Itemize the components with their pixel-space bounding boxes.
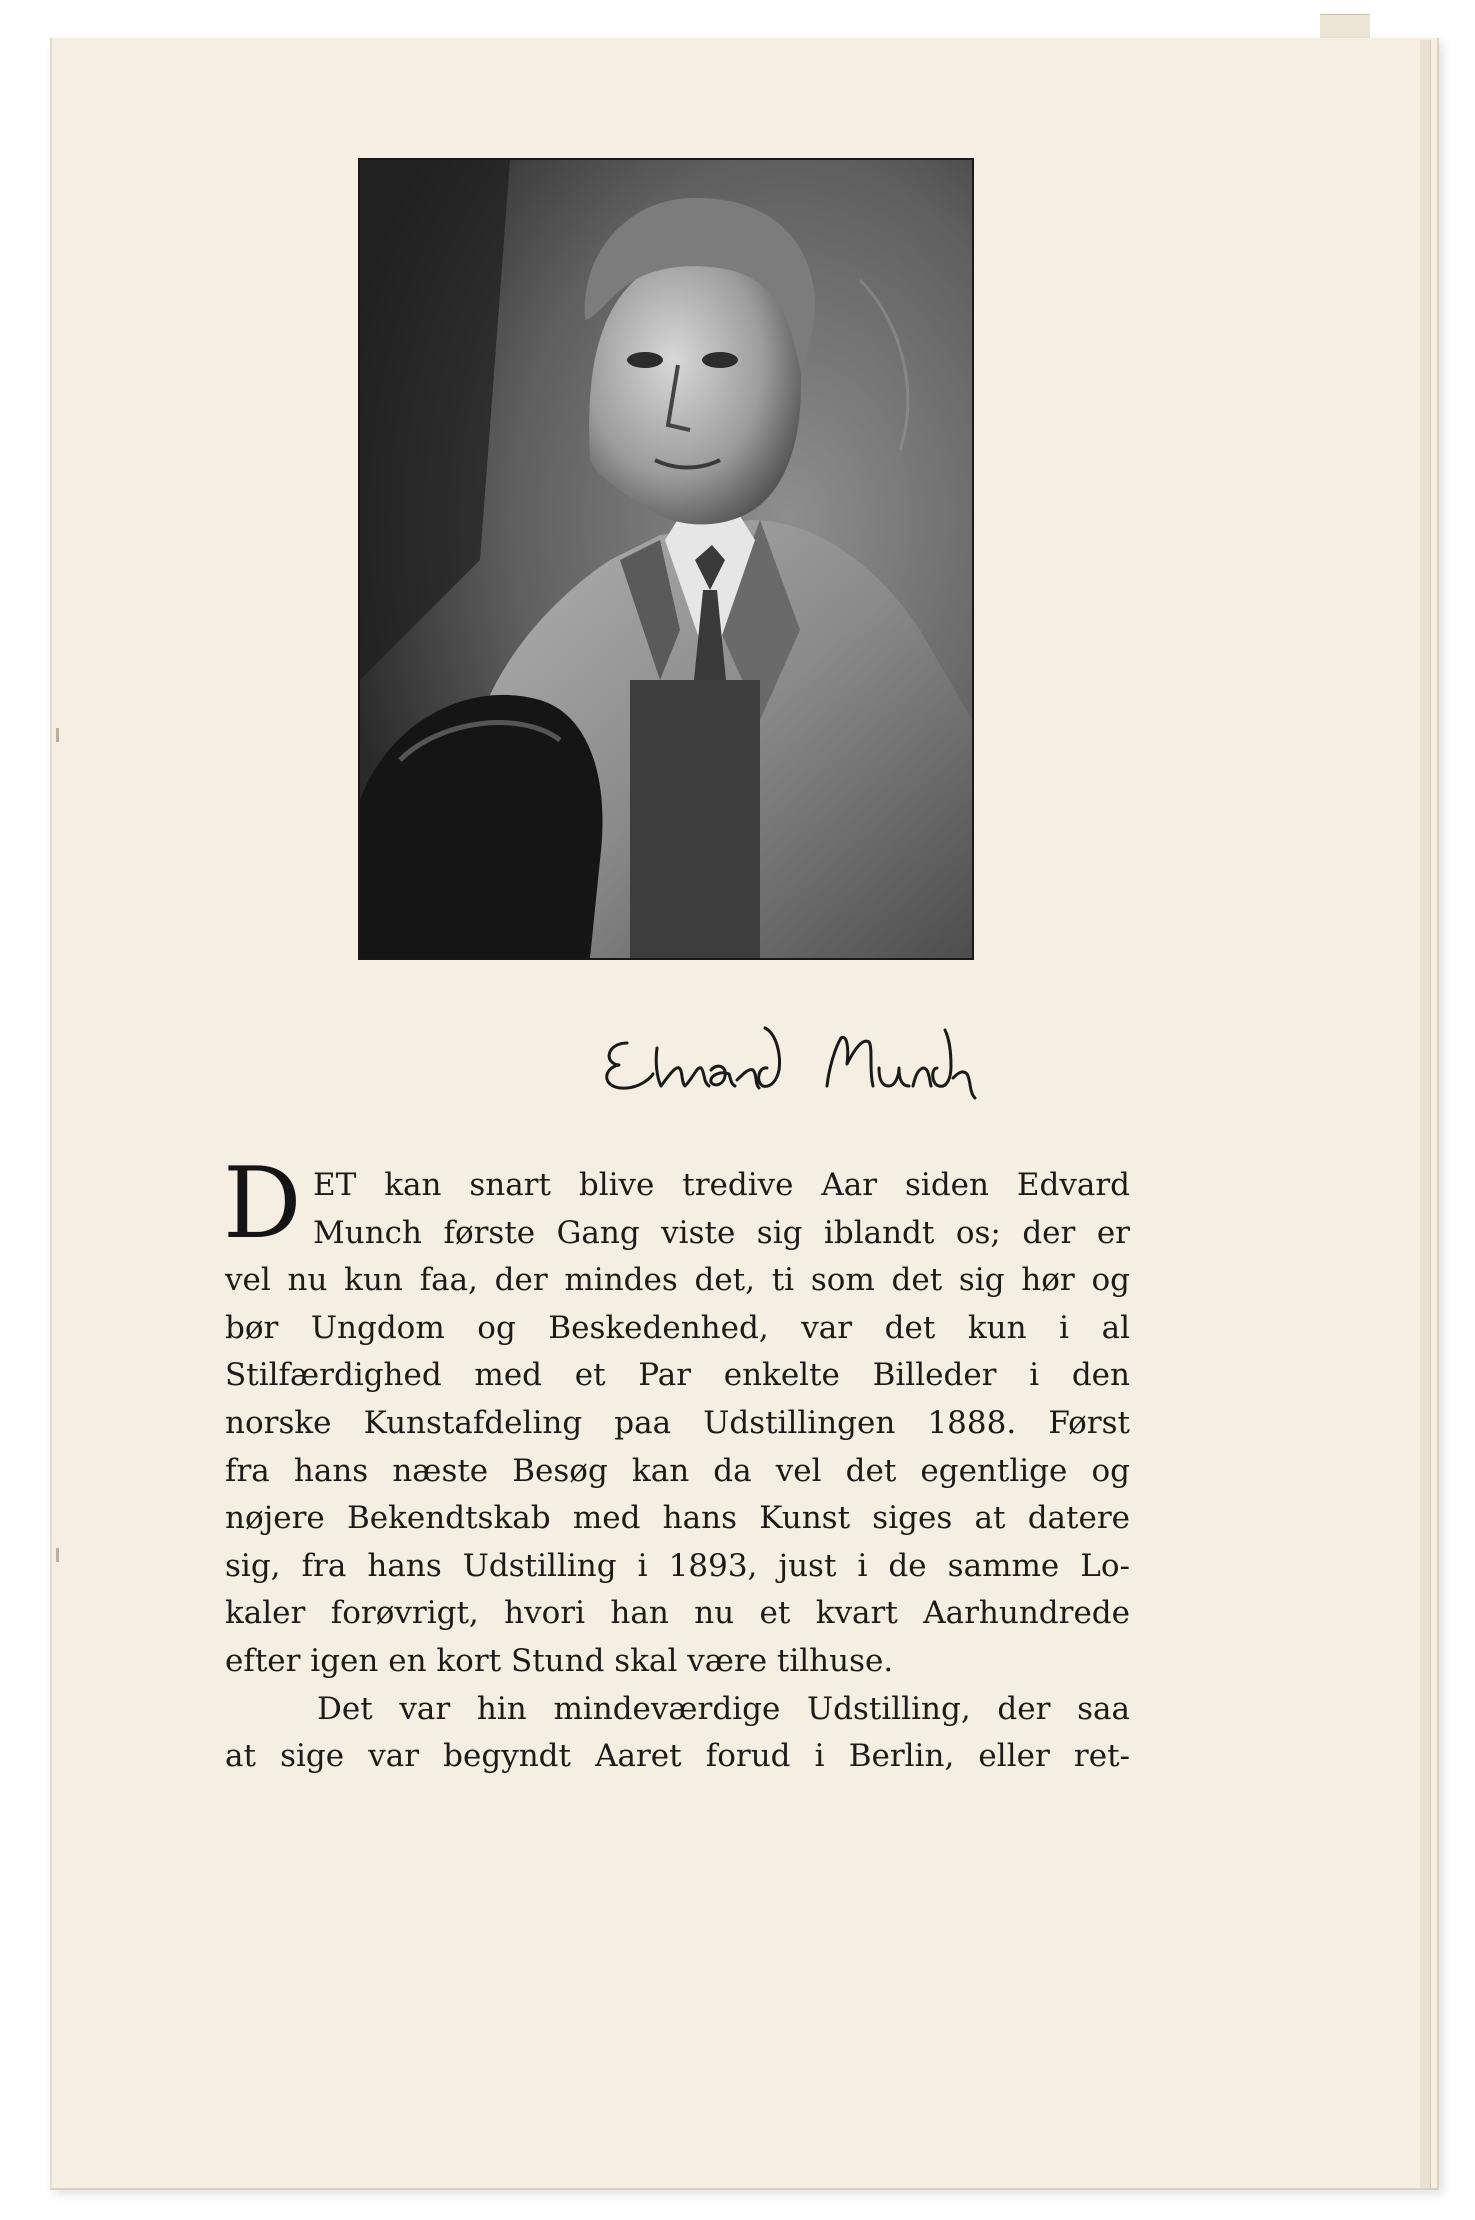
- staple-mark: [56, 1548, 59, 1562]
- text-line: at sige var begyndt Aaret forud i Berlin, eller ret-: [225, 1738, 1130, 1775]
- text-line: bør Ungdom og Beskedenhed, var det kun i al: [225, 1309, 1130, 1346]
- text-line: vel nu kun faa, der mindes det, ti som det sig hør og: [225, 1262, 1130, 1299]
- text-line: Det var hin mindeværdige Udstilling, der saa: [317, 1690, 1130, 1727]
- text-line: nøjere Bekendtskab med hans Kunst siges at datere: [225, 1500, 1130, 1537]
- text-line: Munch første Gang viste sig iblandt os; der er: [313, 1214, 1130, 1251]
- staple-mark: [56, 728, 59, 742]
- text-line: fra hans næste Besøg kan da vel det egentlige og: [225, 1452, 1130, 1489]
- text-line: ET kan snart blive tredive Aar siden Edvard: [313, 1167, 1130, 1203]
- portrait-image: [360, 160, 972, 958]
- text-line: kaler forøvrigt, hvori han nu et kvart Aarhundrede: [225, 1595, 1130, 1632]
- portrait-photo: [358, 158, 974, 960]
- signature-image: [597, 1008, 987, 1104]
- text-line: norske Kunstafdeling paa Udstillingen 1888. Først: [225, 1404, 1130, 1441]
- article-body: [223, 1147, 1130, 1781]
- text-line: efter igen en kort Stund skal være tilhuse.: [225, 1642, 894, 1679]
- text-line: sig, fra hans Udstilling i 1893, just i de samme Lo-: [225, 1547, 1130, 1584]
- text-line: Stilfærdighed med et Par enkelte Billeder i den: [225, 1357, 1130, 1394]
- drop-cap: D: [223, 1147, 302, 1261]
- signature: [597, 1008, 987, 1104]
- page-edge-right: [1420, 40, 1431, 2188]
